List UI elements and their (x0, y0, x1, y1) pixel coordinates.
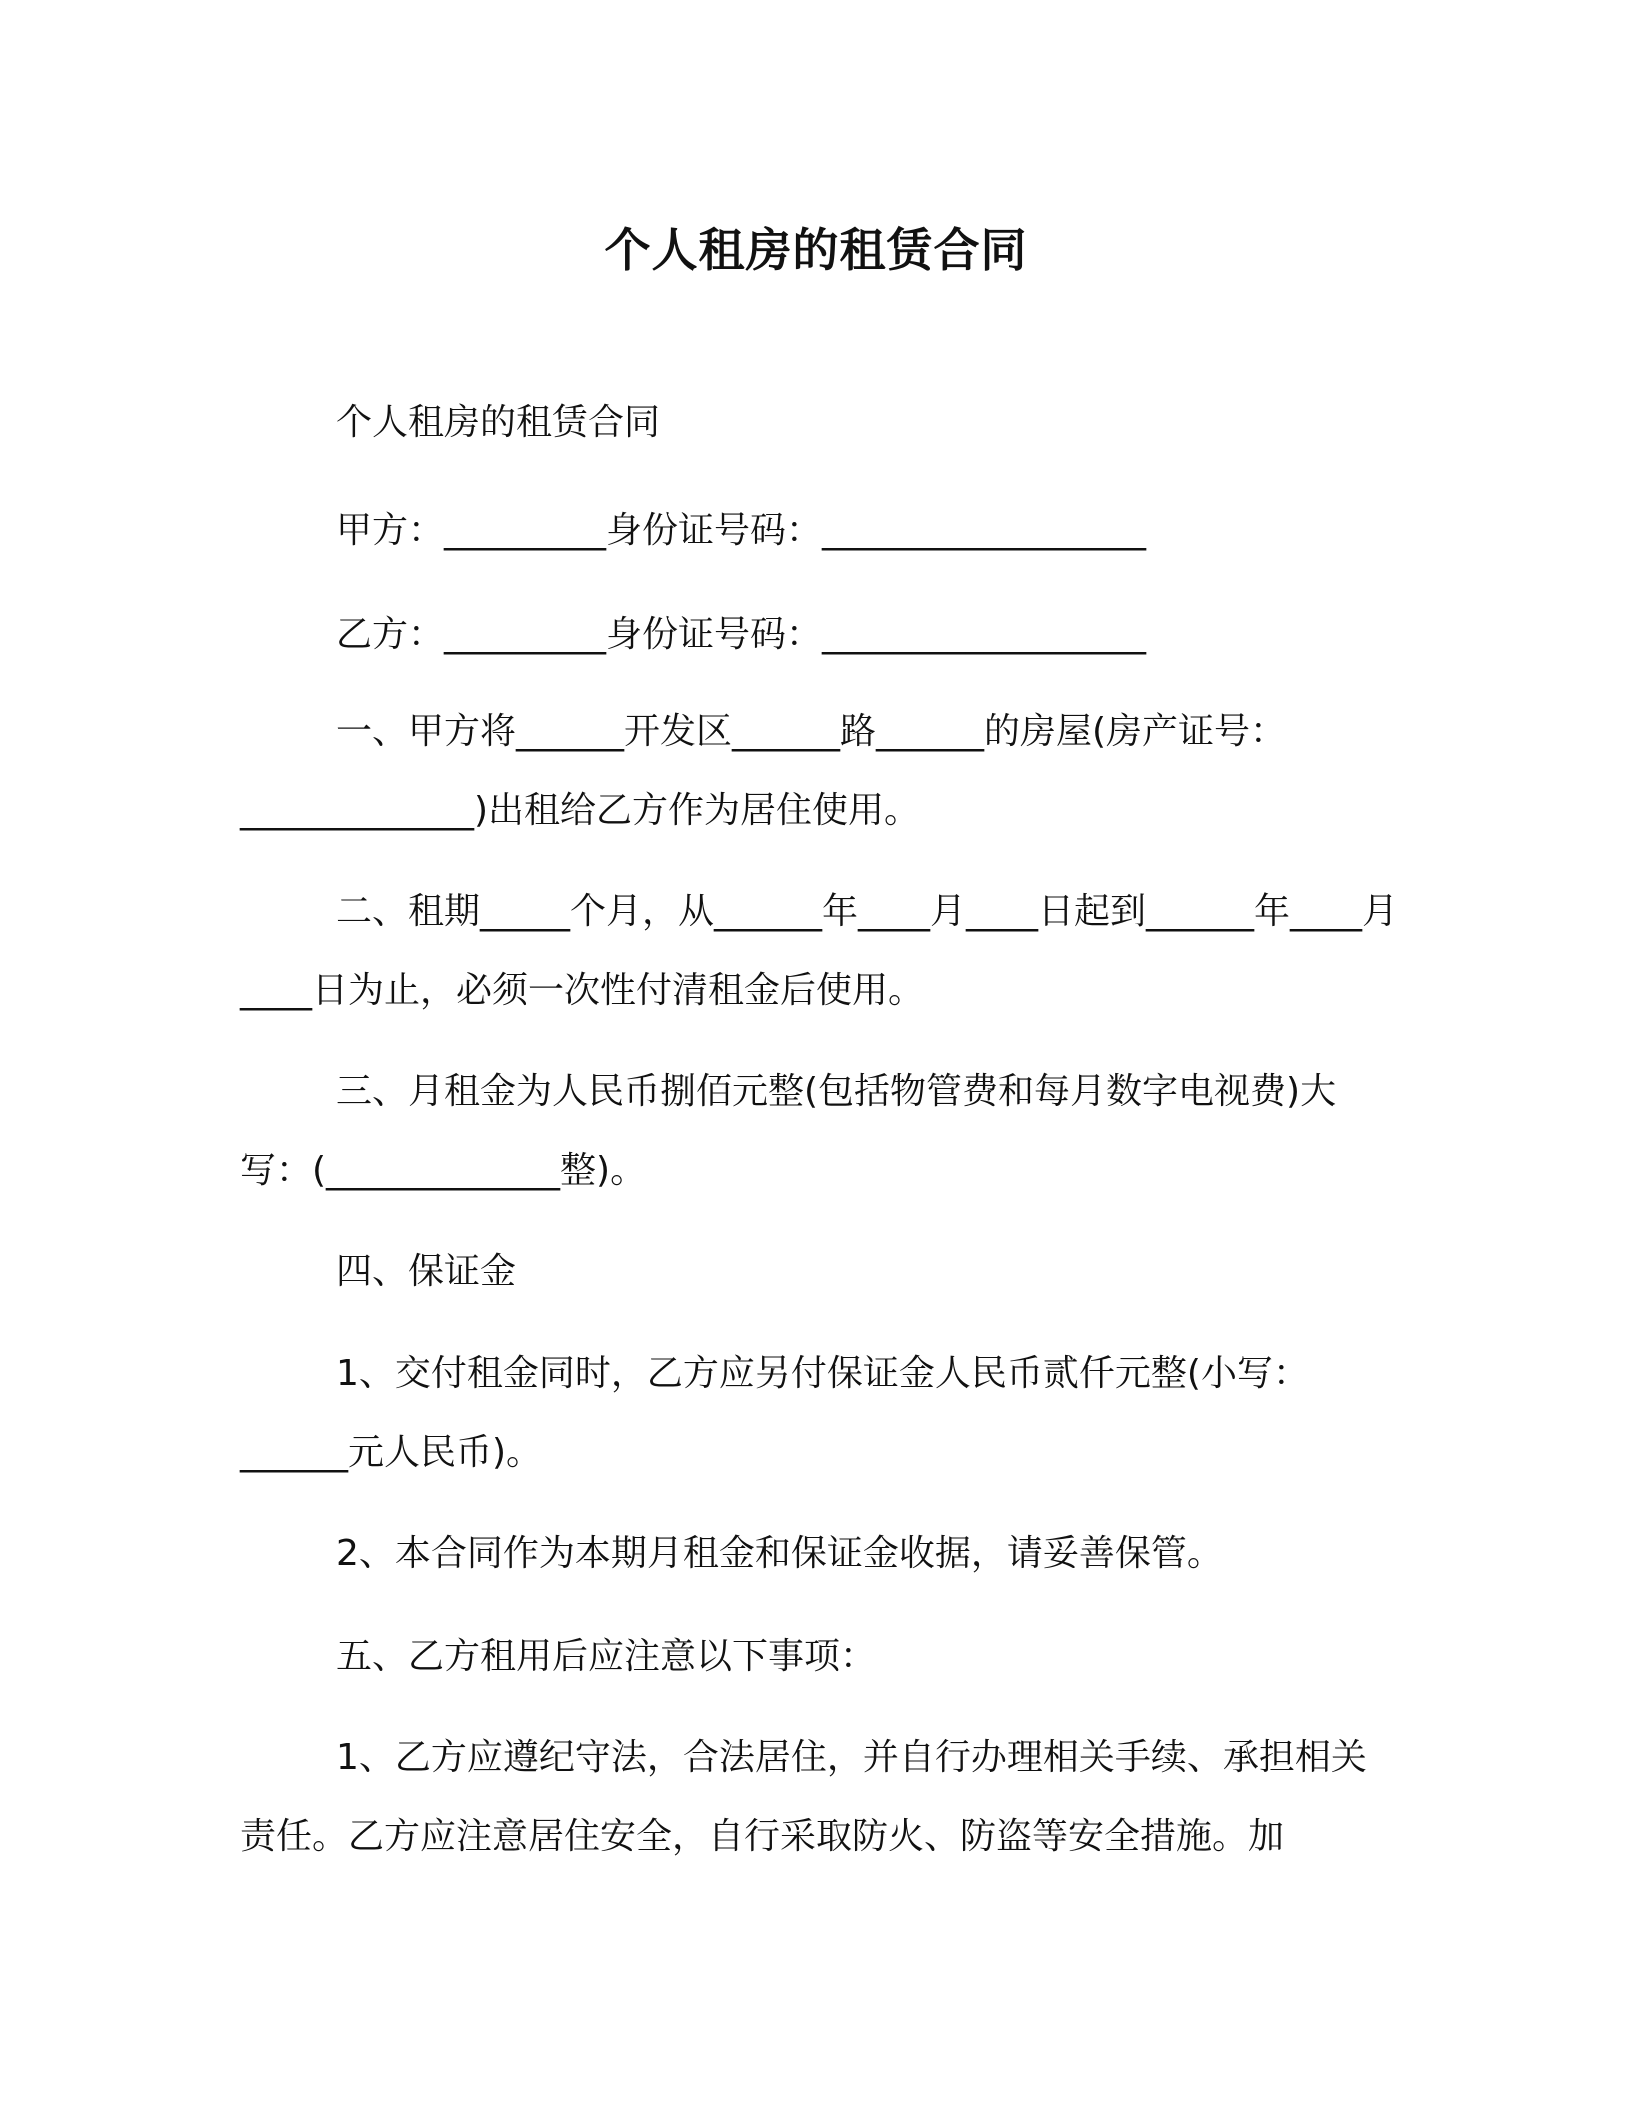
paragraph-clause-4: 四、保证金 (336, 1251, 517, 1292)
paragraph-clause-5-item-1: 1、乙方应遵纪守法，合法居住，并自行办理相关手续、承担相关责任。乙方应注意居住安全，自行采取防火、防盗等安全措施。加 (240, 1737, 1367, 1857)
paragraph-clause-5: 五、乙方租用后应注意以下事项： (336, 1636, 877, 1677)
paragraph-clause-4-item-2: 2、本合同作为本期月租金和保证金收据，请妥善保管。 (336, 1533, 1223, 1574)
paragraph-clause-4-item-1: 1、交付租金同时，乙方应另付保证金人民币贰仟元整(小写：______元人民币)。 (240, 1353, 1309, 1473)
document-title: 个人租房的租赁合同 (604, 223, 1028, 277)
paragraph-clause-2: 二、租期_____个月，从______年____月____日起到______年____月____日为止，必须一次性付清租金后使用。 (240, 891, 1399, 1011)
paragraph-party-b: 乙方：_________身份证号码：__________________ (336, 614, 1147, 655)
paragraph-clause-1: 一、甲方将______开发区______路______的房屋(房产证号：_____________)出租给乙方作为居住使用。 (240, 711, 1287, 831)
paragraph-subtitle: 个人租房的租赁合同 (336, 402, 661, 443)
paragraph-clause-3: 三、月租金为人民币捌佰元整(包括物管费和每月数字电视费)大写：(_____________整)。 (240, 1071, 1337, 1191)
paragraph-party-a: 甲方：_________身份证号码：__________________ (336, 510, 1147, 551)
